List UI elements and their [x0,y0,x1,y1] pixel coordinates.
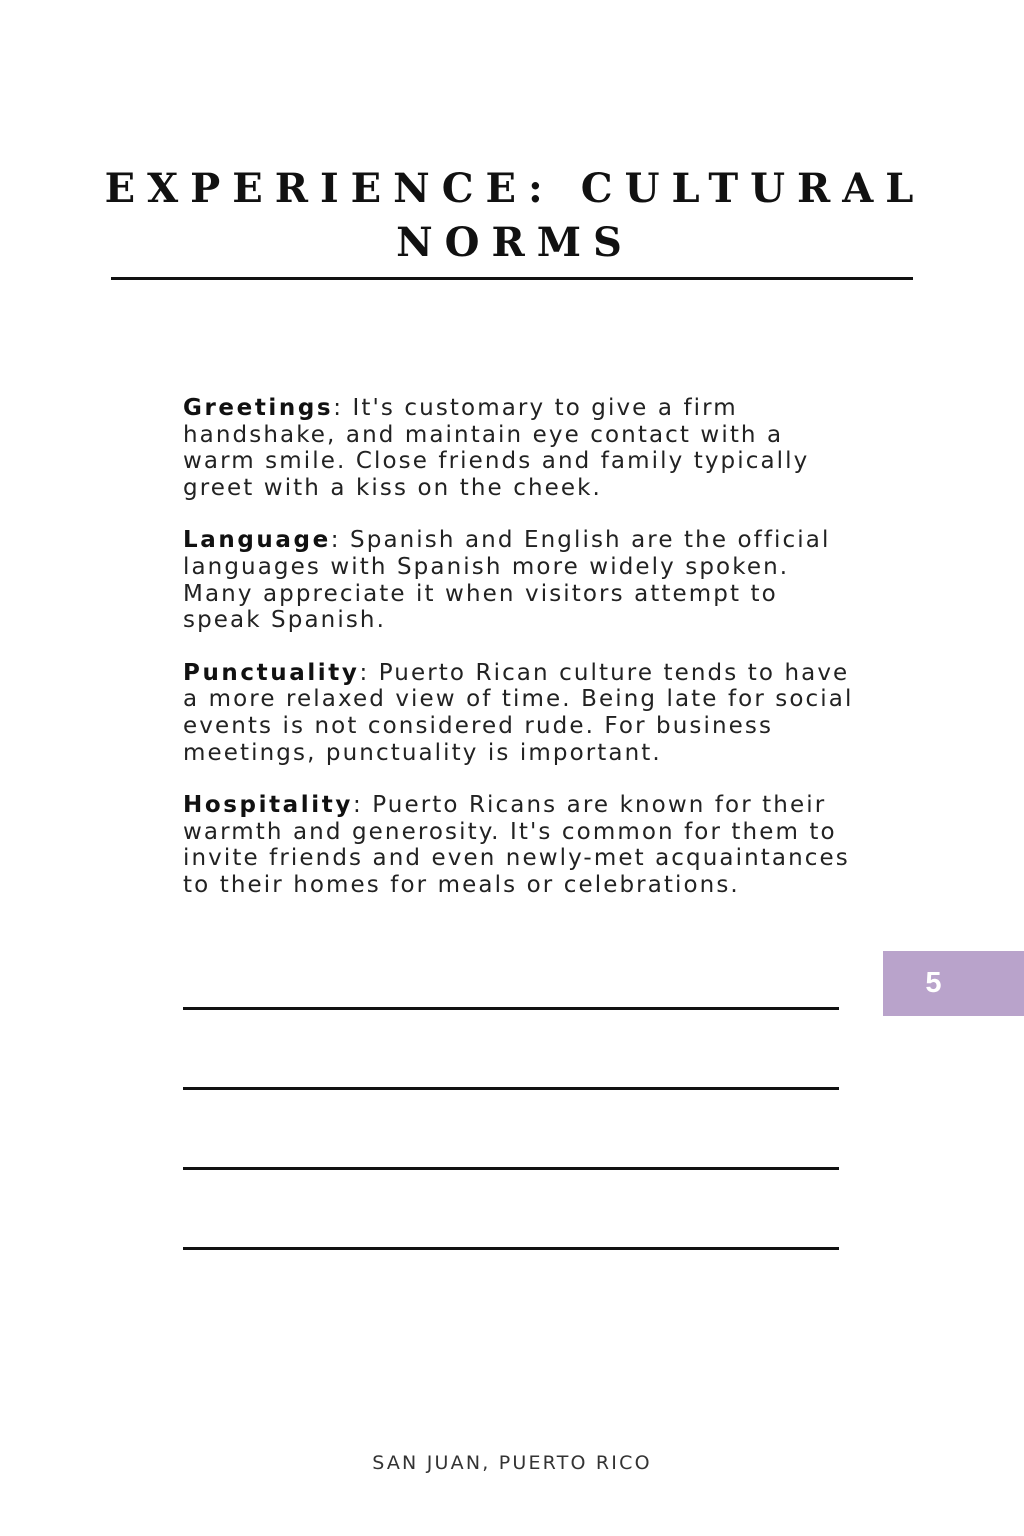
writing-line [183,1087,839,1090]
title-underline [111,277,913,280]
page-number-tab [883,951,1024,1016]
section-language [183,527,863,633]
page-title: EXPERIENCE: CULTURAL NORMS [104,165,926,266]
writing-line [183,1167,839,1170]
section-term: Punctuality [183,659,360,686]
footer-location: SAN JUAN, PUERTO RICO [372,1452,652,1474]
section-punctuality [183,660,863,766]
section-text: : Spanish and English are the official languages with Spanish more widely spoken. Many appreciate it when visitors attempt to speak Spanish. [183,527,831,634]
section-text: : Puerto Rican culture tends to have a more relaxed view of time. Being late for social events is not considered rude. For business meetings, punctuality is important. [183,659,854,766]
section-term: Greetings [183,395,334,421]
writing-line [183,1247,839,1250]
section-text: : Puerto Ricans are known for their warmth and generosity. It's common for them to invite friends and even newly-met acquaintances to their homes for meals or celebrations. [183,792,850,898]
section-term: Language [183,527,331,554]
writing-line [183,1007,839,1010]
section-term: Hospitality [183,792,353,819]
page-number: 5 [925,967,942,999]
section-text: : It's customary to give a firm handshake, and maintain eye contact with a warm smile. Close friends and family typically greet with a kiss on the cheek. [183,395,810,501]
cultural-norms-list [183,395,863,925]
section-hospitality [183,792,863,898]
section-greetings [183,395,863,501]
